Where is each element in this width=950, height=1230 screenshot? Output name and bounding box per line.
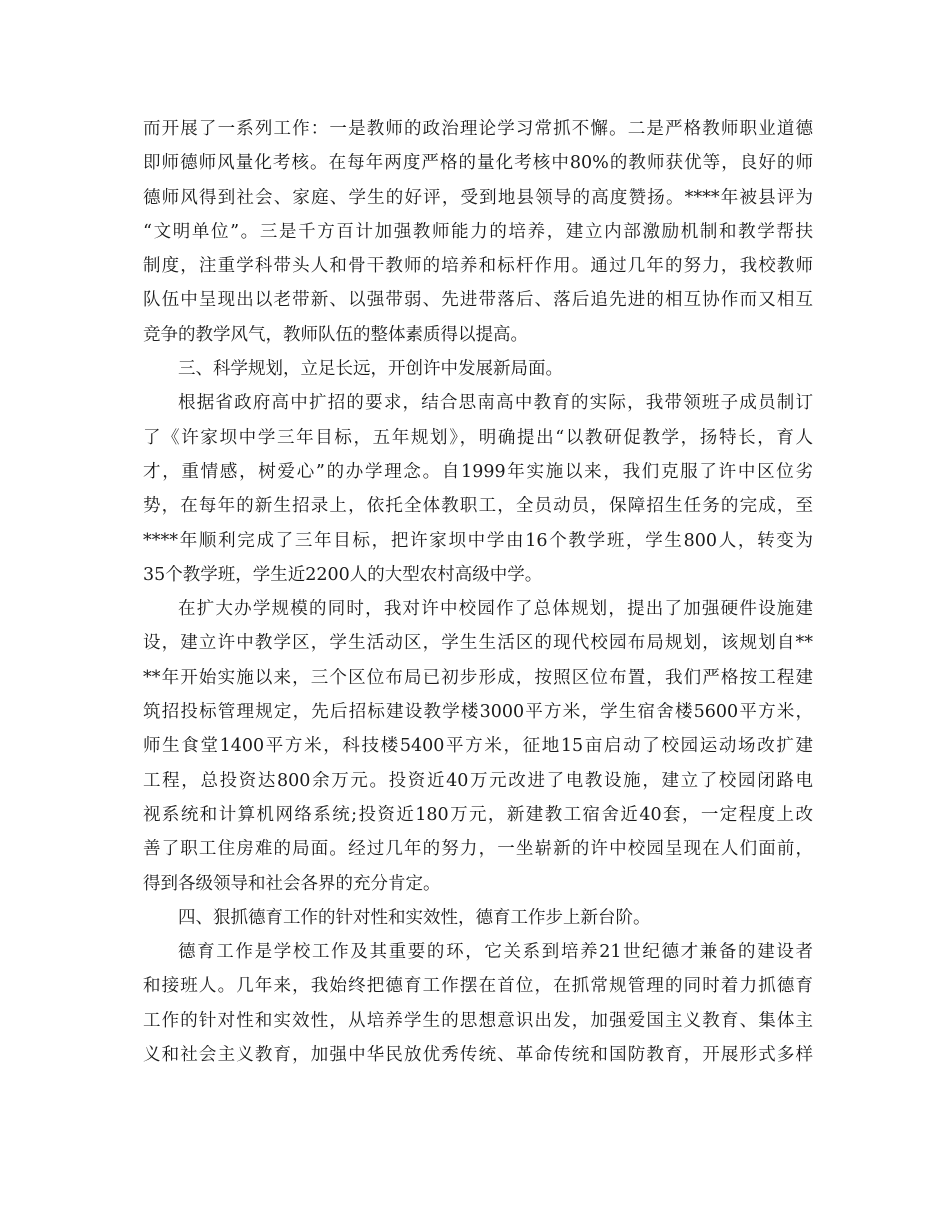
text-line: 善了职工住房难的局面。经过几年的努力，一坐崭新的许中校园呈现在人们面前，: [143, 839, 813, 860]
body-text: [143, 112, 813, 1072]
text-line: 竞争的教学风气，教师队伍的整体素质得以提高。: [143, 324, 528, 345]
text-line: 而开展了一系列工作：一是教师的政治理论学习常抓不懈。二是严格教师职业道德: [143, 119, 813, 139]
text-line: 筑招投标管理规定，先后招标建设教学楼3000平方米，学生宿舍楼5600平方米，: [143, 702, 813, 723]
text-line: 即师德师风量化考核。在每年两度严格的量化考核中80%的教师获优等，良好的师: [143, 153, 813, 174]
text-line: 和接班人。几年来，我始终把德育工作摆在首位，在抓常规管理的同时着力抓德育: [143, 976, 813, 997]
text-line: 才，重情感，树爱心”的办学理念。自1999年实施以来，我们克服了许中区位劣: [143, 461, 813, 482]
text-line: 义和社会主义教育，加强中华民放优秀传统、革命传统和国防教育，开展形式多样: [143, 1045, 813, 1066]
text-line: 35个教学班，学生近2200人的大型农村高级中学。: [143, 564, 543, 585]
text-line: “文明单位”。三是千方百计加强教师能力的培养，建立内部激励机制和教学帮扶: [143, 221, 813, 242]
text-line: 根据省政府高中扩招的要求，结合思南高中教育的实际，我带领班子成员制订: [178, 393, 813, 414]
text-line: 队伍中呈现出以老带新、以强带弱、先进带落后、落后追先进的相互协作而又相互: [143, 290, 813, 311]
text-line: 得到各级领导和社会各界的充分肯定。: [143, 873, 441, 894]
text-line: 视系统和计算机网络系统;投资近180万元，新建教工宿舍近40套，一定程度上改: [143, 804, 813, 825]
text-line: 师生食堂1400平方米，科技楼5400平方米，征地15亩启动了校园运动场改扩建: [143, 736, 813, 757]
text-line: 三、科学规划，立足长远，开创许中发展新局面。: [178, 359, 563, 380]
text-line: 德师风得到社会、家庭、学生的好评，受到地县领导的高度赞扬。****年被县评为: [143, 187, 813, 208]
text-line: ****年顺利完成了三年目标，把许家坝中学由16个教学班，学生800人，转变为: [143, 530, 813, 551]
text-line: 四、狠抓德育工作的针对性和实效性，德育工作步上新台阶。: [178, 907, 651, 928]
text-line: 了《许家坝中学三年目标，五年规划》，明确提出“以教研促教学，扬特长，育人: [143, 427, 813, 448]
text-line: 在扩大办学规模的同时，我对许中校园作了总体规划，提出了加强硬件设施建: [178, 599, 813, 620]
text-line: 工程，总投资达800余万元。投资近40万元改进了电教设施，建立了校园闭路电: [143, 770, 813, 791]
text-line: 德育工作是学校工作及其重要的环，它关系到培养21世纪德才兼备的建设者: [178, 942, 813, 963]
text-line: 制度，注重学科带头人和骨干教师的培养和标杆作用。通过几年的努力，我校教师: [143, 256, 813, 277]
text-line: **年开始实施以来，三个区位布局已初步形成，按照区位布置，我们严格按工程建: [143, 667, 813, 688]
text-line: 工作的针对性和实效性，从培养学生的思想意识出发，加强爱国主义教育、集体主: [143, 1010, 813, 1031]
text-line: 势，在每年的新生招录上，依托全体教职工，全员动员，保障招生任务的完成，至: [143, 496, 813, 517]
text-line: 设，建立许中教学区，学生活动区，学生生活区的现代校园布局规划，该规划自**: [143, 633, 813, 654]
